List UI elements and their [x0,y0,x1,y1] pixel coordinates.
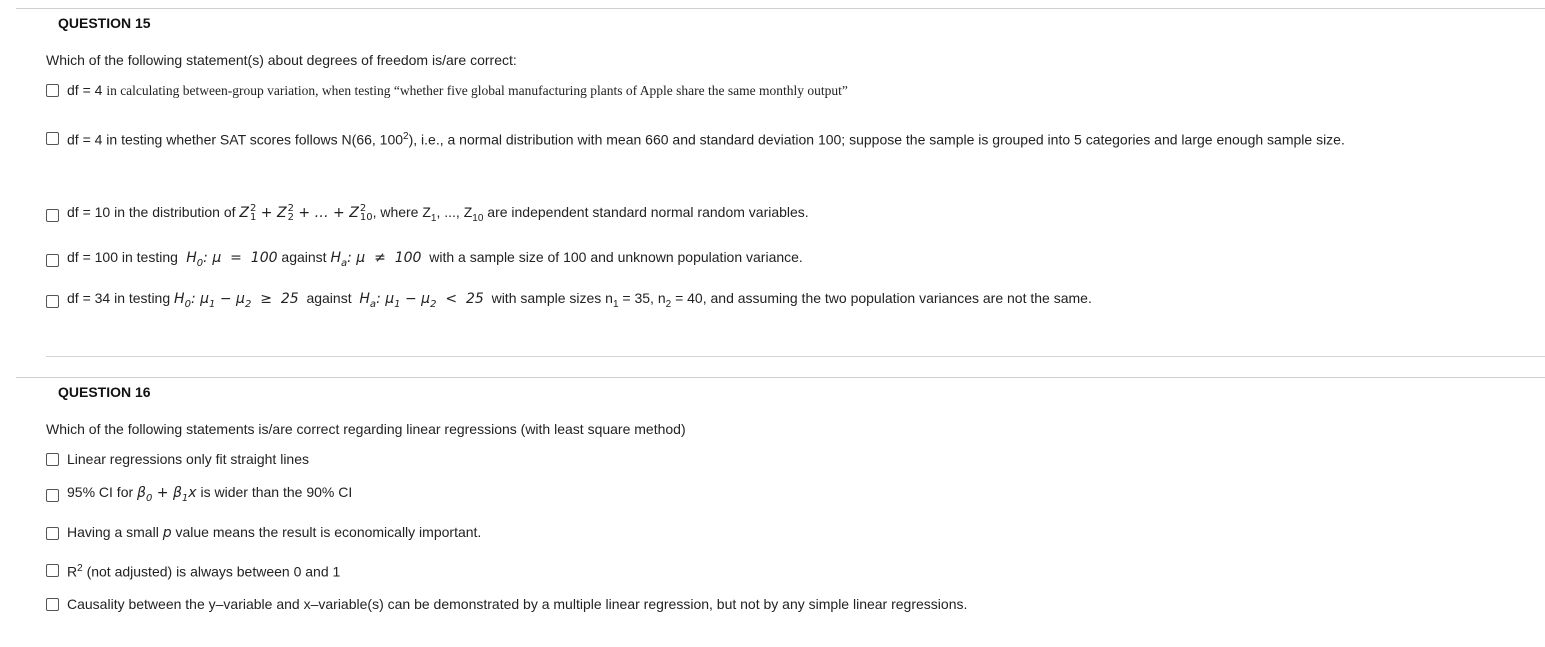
q15-option-5[interactable] [46,288,1092,315]
q16-option-5[interactable] [46,594,967,615]
q16-option-1-text: Linear regressions only fit straight lines [67,451,310,467]
q16-option-4-checkbox[interactable] [46,564,59,577]
q16-option-4[interactable] [46,558,340,583]
q15-option-3-text: df = 10 in the distribution of Z 2 1 + Z 2 2 + … + Z 2 10 , where $Z_1$, ..., $Z_{10}$ are independent standard normal random variables. [67,203,809,224]
q16-option-1[interactable] [46,449,309,470]
q16-option-5-text: Causality between the y–variable and x–variable(s) can be demonstrated by a multiple linear regression, but not by any simple linear regressions. [67,596,968,612]
q15-option-3[interactable] [46,202,809,229]
question-15-bottom-rule [46,356,1545,357]
q16-option-2-checkbox[interactable] [46,489,59,502]
null-hypothesis-formula-2: $H_0$: $\mu_1 - \mu_2 \ge 25$ [174,291,299,310]
regression-line-formula: $\beta_0 + \beta_1x$ [137,485,197,504]
q15-option-1[interactable] [46,80,848,101]
question-15-top-rule [16,8,1545,9]
q15-option-3-checkbox[interactable] [46,209,59,222]
q15-option-2-checkbox[interactable] [46,132,59,145]
q16-option-3-text: Having a small p value means the result is economically important. [67,524,482,541]
question-15-prompt: Which of the following statement(s) about degrees of freedom is/are correct: [46,52,517,68]
null-hypothesis-formula: $H_0$: μ = 100 [181,250,278,269]
q15-option-1-checkbox[interactable] [46,84,59,97]
q15-option-4-checkbox[interactable] [46,254,59,267]
alt-hypothesis-formula-2: $H_a$: $\mu_1 - \mu_2 < 25$ [359,291,484,310]
question-16-top-rule [16,377,1545,378]
q15-option-4[interactable] [46,247,803,274]
q15-option-1-text: df = 4 in calculating between-group variation, when testing “whether five global manufacturing plants of Apple share the same monthly output” [67,82,848,98]
question-15-title: QUESTION 15 [58,15,151,31]
q15-option-2-text: df = 4 in testing whether SAT scores follows N(66, $100^2$), i.e., a normal distribution with mean 660 and standard deviation 100; suppose the sample is grouped into 5 categories and large enough sample size. [67,131,1345,148]
alt-hypothesis-formula: $H_a$: μ ≠ 100 [330,250,422,269]
q15-option-2[interactable] [46,126,1467,151]
q16-option-2-text: 95% CI for $\beta_0 + \beta_1x$ is wider than the 90% CI [67,484,353,504]
q15-option-5-text: df = 34 in testing $H_0$: $\mu_1 - \mu_2 \ge 25$ against $H_a$: $\mu_1 - \mu_2 < 25$ with sample sizes $n_1 = 35$, $n_2 = 40$, and assuming the two population variances are not the same. [67,290,1092,310]
q16-option-3[interactable] [46,522,481,544]
q15-option-4-text: df = 100 in testing $H_0$: μ = 100 against $H_a$: μ ≠ 100 with a sample size of 100 and unknown population variance. [67,249,803,269]
q16-option-4-text: $R^2$ (not adjusted) is always between 0 and 1 [67,563,341,580]
q16-option-5-checkbox[interactable] [46,598,59,611]
q16-option-1-checkbox[interactable] [46,453,59,466]
q15-option-5-checkbox[interactable] [46,295,59,308]
chi-square-sum-formula: Z 2 1 + Z 2 2 + … + Z 2 10 [239,203,373,223]
q16-option-3-checkbox[interactable] [46,527,59,540]
question-16-title: QUESTION 16 [58,384,151,400]
q16-option-2[interactable] [46,482,352,509]
question-16-prompt: Which of the following statements is/are correct regarding linear regressions (with least square method) [46,421,686,437]
